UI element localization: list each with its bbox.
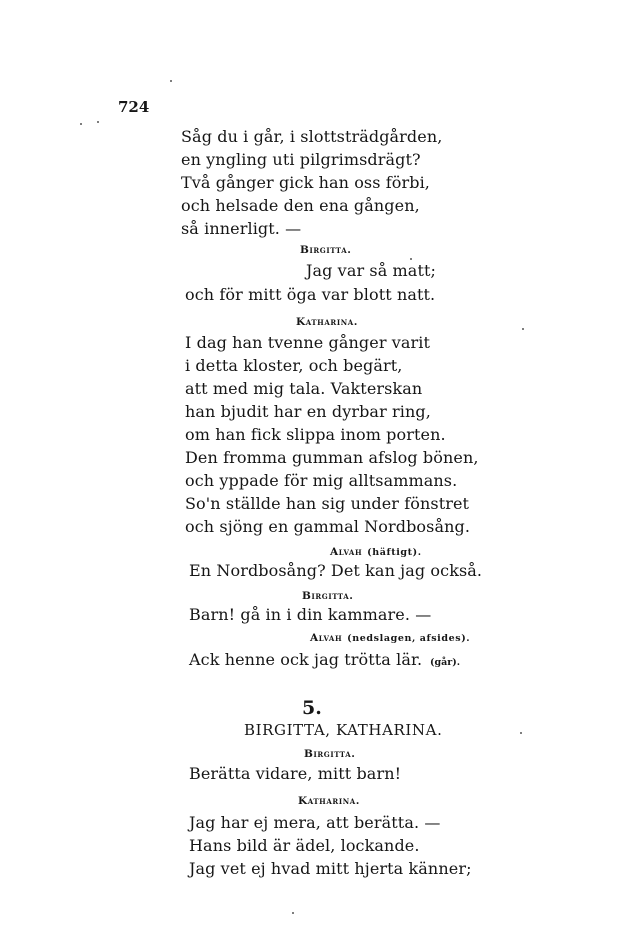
stage-direction: (går). [430, 657, 461, 668]
speaker-name: Birgitta. [304, 748, 356, 760]
scene-number: 5. [302, 697, 322, 719]
print-speck [410, 258, 412, 260]
print-speck [80, 123, 82, 125]
verse-line: så innerligt. — [181, 219, 302, 238]
verse-line: I dag han tvenne gånger varit [185, 333, 431, 352]
verse-line: en yngling uti pilgrimsdrägt? [181, 150, 421, 169]
verse-line: Berätta vidare, mitt barn! [189, 764, 402, 783]
speaker-name [330, 546, 422, 558]
verse-line: och för mitt öga var blott natt. [185, 285, 436, 304]
page-number: 724 [118, 98, 150, 116]
verse-line: Två gånger gick han oss förbi, [181, 173, 430, 192]
speaker-name: Birgitta. [302, 590, 354, 602]
verse-line: Jag har ej mera, att berätta. — [189, 813, 441, 832]
verse-line: i detta kloster, och begärt, [185, 356, 403, 375]
speaker-name: Birgitta. [300, 244, 352, 256]
verse-line: om han fick slippa inom porten. [185, 425, 446, 444]
verse-line: Hans bild är ädel, lockande. [189, 836, 420, 855]
verse-line: att med mig tala. Vakterskan [185, 379, 423, 398]
print-speck [292, 912, 294, 914]
speaker-name: Katharina. [296, 316, 359, 328]
stage-direction: (häftigt). [367, 547, 422, 558]
verse-line: han bjudit har en dyrbar ring, [185, 402, 431, 421]
stage-direction: (nedslagen, afsides). [347, 633, 471, 644]
verse-line: Såg du i går, i slottsträdgården, [181, 127, 443, 146]
verse-line: So'n ställde han sig under fönstret [185, 494, 470, 513]
verse-line: Den fromma gumman afslog bönen, [185, 448, 479, 467]
speaker-name: Katharina. [298, 795, 361, 807]
verse-line: och sjöng en gammal Nordbosång. [185, 517, 471, 536]
verse-line: och helsade den ena gången, [181, 196, 420, 215]
speaker-name [310, 632, 470, 644]
verse-line: Jag var så matt; [306, 261, 436, 280]
print-speck [170, 80, 172, 82]
speaker-label: Alvah [310, 632, 343, 644]
scene-heading: BIRGITTA, KATHARINA. [244, 721, 443, 739]
verse-line: En Nordbosång? Det kan jag också. [189, 561, 483, 580]
print-speck [97, 121, 99, 123]
verse-line: och yppade för mig alltsammans. [185, 471, 458, 490]
verse-line: Barn! gå in i din kammare. — [189, 605, 432, 624]
print-speck [522, 328, 524, 330]
speaker-label: Alvah [330, 546, 363, 558]
verse-line: Ack henne ock jag trötta lär. [189, 650, 423, 669]
print-speck [520, 732, 522, 734]
verse-line: Jag vet ej hvad mitt hjerta känner; [189, 859, 472, 878]
